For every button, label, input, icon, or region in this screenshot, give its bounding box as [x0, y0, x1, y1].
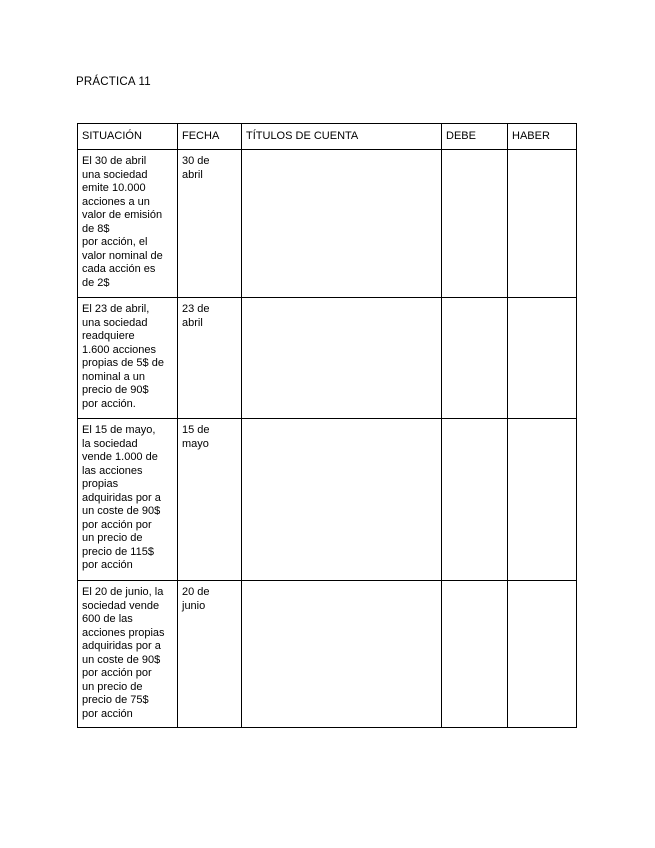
- table-row: [78, 150, 577, 298]
- fecha-cell: [178, 298, 242, 419]
- fecha-text: 20 de junio: [182, 586, 210, 612]
- situacion-text: El 20 de junio, la sociedad vende 600 de las acciones propias adquiridas por a un coste de 90$ por acción por un precio de precio de 75$ por acción: [82, 586, 165, 720]
- debe-cell[interactable]: [442, 419, 508, 581]
- haber-cell[interactable]: [508, 581, 577, 728]
- titulos-cell[interactable]: [242, 298, 442, 419]
- situacion-text: El 23 de abril, una sociedad readquiere 1.600 acciones propias de 5$ de nominal a un precio de 90$ por acción.: [82, 303, 164, 410]
- situacion-text: El 15 de mayo, la sociedad vende 1.000 de las acciones propias adquiridas por a un coste de 90$ por acción por un precio de precio de 115$ por acción: [82, 424, 161, 571]
- fecha-cell: [178, 150, 242, 298]
- page-title: PRÁCTICA 11: [76, 76, 151, 88]
- header-debe: DEBE: [442, 124, 508, 150]
- table-row: [78, 419, 577, 581]
- debe-cell[interactable]: [442, 581, 508, 728]
- situacion-cell: [78, 150, 178, 298]
- situacion-cell: [78, 419, 178, 581]
- journal-entry-table: [77, 123, 577, 728]
- debe-cell[interactable]: [442, 298, 508, 419]
- table-header-row: [78, 124, 577, 150]
- header-titulos-de-cuenta: TÍTULOS DE CUENTA: [242, 124, 442, 150]
- table-row: [78, 581, 577, 728]
- haber-cell[interactable]: [508, 419, 577, 581]
- fecha-text: 30 de abril: [182, 155, 210, 181]
- fecha-cell: [178, 419, 242, 581]
- haber-cell[interactable]: [508, 298, 577, 419]
- header-fecha: FECHA: [178, 124, 242, 150]
- header-haber: HABER: [508, 124, 577, 150]
- fecha-text: 23 de abril: [182, 303, 210, 329]
- haber-cell[interactable]: [508, 150, 577, 298]
- table-row: [78, 298, 577, 419]
- header-situacion: SITUACIÓN: [78, 124, 178, 150]
- titulos-cell[interactable]: [242, 150, 442, 298]
- debe-cell[interactable]: [442, 150, 508, 298]
- situacion-cell: [78, 581, 178, 728]
- titulos-cell[interactable]: [242, 419, 442, 581]
- titulos-cell[interactable]: [242, 581, 442, 728]
- fecha-text: 15 de mayo: [182, 424, 210, 450]
- situacion-cell: [78, 298, 178, 419]
- fecha-cell: [178, 581, 242, 728]
- situacion-text: El 30 de abril una sociedad emite 10.000 acciones a un valor de emisión de 8$ por acción, el valor nominal de cada acción es de 2$: [82, 155, 163, 289]
